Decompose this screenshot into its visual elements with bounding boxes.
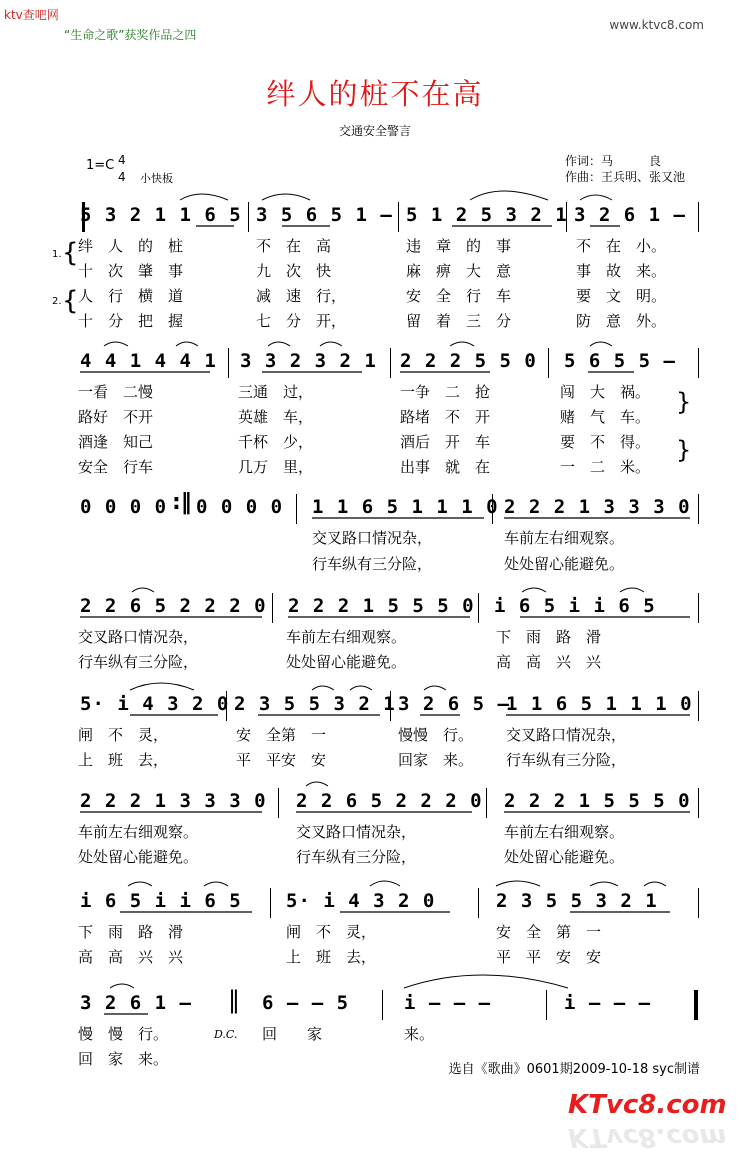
measure-8-1: 3 2 6 1 –	[80, 992, 192, 1014]
barline	[698, 348, 699, 378]
lyric: 行车纵有三分险，	[506, 751, 627, 769]
lyric: 回 家	[262, 1025, 323, 1043]
lyric: 交叉路口情况杂，	[506, 726, 627, 744]
site-name-left: ktv查吧网	[4, 8, 59, 22]
lyric: 交叉路口情况杂，	[78, 628, 199, 646]
measure-3-3: 1 1 6 5 1 1 1 0	[312, 496, 499, 518]
measure-8-3: i – – –	[404, 992, 492, 1014]
site-url[interactable]: www.ktvc8.com	[609, 18, 704, 32]
lyric: 一 二 米。	[560, 458, 651, 476]
slur	[268, 342, 290, 346]
slur	[176, 342, 198, 346]
lyric: 回家 来。	[398, 751, 474, 769]
slur	[370, 881, 400, 886]
measure-3-1: 0 0 0 0	[80, 496, 168, 518]
lyric: 安 全 行 车	[406, 287, 512, 305]
slur	[104, 342, 128, 346]
measure-6-3: 2 2 2 1 5 5 5 0	[504, 790, 691, 812]
lyric: 闯 大 祸。	[560, 383, 651, 401]
slur	[620, 588, 644, 592]
lyric: 事 故 来。	[576, 262, 667, 280]
barline	[296, 494, 297, 524]
slur	[404, 975, 568, 988]
slur	[262, 194, 310, 200]
slur	[128, 882, 152, 886]
lyric: 来。	[404, 1025, 435, 1043]
barline	[390, 348, 391, 378]
slur	[306, 782, 328, 786]
lyric: 处处留心能避免。	[504, 848, 625, 866]
lyric: 九 次 快	[256, 262, 332, 280]
measure-4-2: 2 2 2 1 5 5 5 0	[288, 595, 475, 617]
lyric: 路好 不开	[78, 408, 154, 426]
slur	[580, 195, 612, 200]
meter-top: 4	[118, 153, 126, 167]
lyric: 行车纵有三分险，	[78, 653, 199, 671]
source-credit: 选自《歌曲》0601期2009-10-18 syc制谱	[448, 1062, 700, 1077]
lyric: 七 分 开，	[256, 312, 347, 330]
lyric: 下 雨 路 滑	[496, 628, 602, 646]
measure-1-4: 3 2 6 1 –	[574, 204, 686, 226]
slur	[522, 588, 546, 592]
lyric: 高 高 兴 兴	[496, 653, 602, 671]
lyric: 交叉路口情况杂，	[312, 529, 433, 547]
slur	[424, 686, 446, 690]
key-signature: 1=C	[86, 158, 115, 173]
double-barline: ‖	[228, 986, 240, 1014]
lyric: 违 章 的 事	[406, 237, 512, 255]
lyric: 一看 二慢	[78, 383, 154, 401]
barline	[698, 494, 699, 524]
barline	[698, 691, 699, 721]
measure-2-4: 5 6 5 5 –	[564, 350, 676, 372]
measure-2-3: 2 2 2 5 5 0	[400, 350, 537, 372]
lyric: 处处留心能避免。	[78, 848, 199, 866]
time-signature	[118, 152, 126, 186]
award-subtitle: “生命之歌”获奖作品之四	[64, 28, 197, 42]
lyric: 不 在 小。	[576, 237, 667, 255]
measure-3-4: 2 2 2 1 3 3 3 0	[504, 496, 691, 518]
barline	[226, 691, 227, 721]
lyric: 车前左右细观察。	[78, 823, 199, 841]
repeat-sign: :‖	[172, 490, 192, 515]
lyric: 回 家 来。	[78, 1050, 169, 1068]
slur	[644, 882, 666, 886]
lyric: 一争 二 抢	[400, 383, 491, 401]
barline	[398, 202, 399, 232]
verse-brace-right-1: }	[676, 388, 692, 416]
lyric: 麻 痹 大 意	[406, 262, 512, 280]
verse-brace-right-2: }	[676, 436, 692, 464]
lyric: 英雄 车，	[238, 408, 314, 426]
lyric: 上 班 去，	[286, 948, 377, 966]
lyric: 防 意 外。	[576, 312, 667, 330]
lyric: 酒逢 知己	[78, 433, 154, 451]
lyric: 留 着 三 分	[406, 312, 512, 330]
lyric: 赌 气 车。	[560, 408, 651, 426]
measure-4-3: i 6 5 i i 6 5	[494, 595, 656, 617]
lyric: 安 全 第 一	[496, 923, 602, 941]
barline	[486, 788, 487, 818]
barline	[272, 593, 273, 623]
lyric: 高 高 兴 兴	[78, 948, 184, 966]
measure-2-2: 3 3 2 3 2 1	[240, 350, 377, 372]
slur	[350, 686, 372, 690]
verse-label-1: 1.	[52, 249, 62, 260]
barline	[698, 202, 699, 232]
site-logo: KTvc8.com	[568, 1090, 727, 1120]
barline	[478, 593, 479, 623]
slur	[320, 342, 342, 346]
measure-6-1: 2 2 2 1 3 3 3 0	[80, 790, 267, 812]
barline	[278, 788, 279, 818]
measure-5-3: 3 2 6 5 –	[398, 693, 510, 715]
barline	[698, 888, 699, 918]
barline	[548, 348, 549, 378]
lyric: 闸 不 灵，	[286, 923, 377, 941]
measure-8-2: 6 – – 5	[262, 992, 350, 1014]
barline	[478, 888, 479, 918]
slur	[180, 194, 228, 200]
barline	[698, 788, 699, 818]
lyric: 处处留心能避免。	[504, 555, 625, 573]
composer: 作曲：王兵明、张又池	[565, 170, 686, 184]
lyric: 要 文 明。	[576, 287, 667, 305]
measure-3-2: 0 0 0 0	[196, 496, 284, 518]
slur	[132, 588, 154, 592]
lyric: 要 不 得。	[560, 433, 651, 451]
lyric: 路堵 不 开	[400, 408, 491, 426]
lyric: 几万 里，	[238, 458, 314, 476]
slur	[496, 881, 540, 886]
measure-1-2: 3 5 6 5 1 –	[256, 204, 393, 226]
meter-bottom: 4	[118, 170, 126, 184]
barline	[248, 202, 249, 232]
lyric: 出事 就 在	[400, 458, 491, 476]
lyric: 安全 行车	[78, 458, 154, 476]
tempo-marking: 小快板	[140, 172, 173, 185]
measure-7-3: 2 3 5 5 3 2 1	[496, 890, 658, 912]
song-theme: 交通安全警言	[338, 124, 411, 138]
slur	[110, 984, 134, 988]
lyric: 十 分 把 握	[78, 312, 184, 330]
lyric: 人 行 横 道	[78, 287, 184, 305]
measure-1-3: 5 1 2 5 3 2 1	[406, 204, 568, 226]
lyric: 十 次 肇 事	[78, 262, 184, 280]
slur	[130, 683, 194, 690]
barline	[698, 593, 699, 623]
lyric: 三通 过，	[238, 383, 314, 401]
site-logo-reflection: KTvc8.com	[568, 1122, 727, 1152]
barline	[228, 348, 229, 378]
lyric: 千杯 少，	[238, 433, 314, 451]
measure-2-1: 4 4 1 4 4 1	[80, 350, 217, 372]
slur	[204, 882, 228, 886]
lyric: 绊 人 的 桩	[78, 237, 184, 255]
verse-brace-1: {	[62, 238, 79, 268]
measure-5-2: 2 3 5 5 3 2 1	[234, 693, 396, 715]
barline	[82, 202, 85, 232]
verse-label-2: 2.	[52, 296, 62, 307]
slur	[590, 882, 618, 886]
barline	[270, 888, 271, 918]
measure-5-4: 1 1 6 5 1 1 1 0	[506, 693, 693, 715]
credits	[565, 153, 685, 185]
measure-4-1: 2 2 6 5 2 2 2 0	[80, 595, 267, 617]
dc-marking: D.C.	[214, 1028, 238, 1041]
slur	[312, 686, 334, 690]
barline	[492, 494, 493, 524]
lyric: 交叉路口情况杂，	[296, 823, 417, 841]
lyric: 下 雨 路 滑	[78, 923, 184, 941]
measure-7-1: i 6 5 i i 6 5	[80, 890, 242, 912]
lyric: 不 在 高	[256, 237, 332, 255]
barline	[566, 202, 567, 232]
lyric: 车前左右细观察。	[504, 529, 625, 547]
lyric: 车前左右细观察。	[504, 823, 625, 841]
lyric: 平 平 安 安	[496, 948, 602, 966]
measure-5-1: 5· i 4 3 2 0	[80, 693, 230, 715]
slur	[450, 342, 474, 346]
measure-6-2: 2 2 6 5 2 2 2 0	[296, 790, 483, 812]
lyric: 闸 不 灵，	[78, 726, 169, 744]
lyric: 车前左右细观察。	[286, 628, 407, 646]
lyric: 上 班 去，	[78, 751, 169, 769]
measure-1-1: 5 3 2 1 1 6 5	[80, 204, 242, 226]
lyric: 慢 慢 行。	[78, 1025, 169, 1043]
final-barline	[694, 990, 698, 1020]
song-title: 绊人的桩不在高	[266, 77, 484, 111]
verse-brace-2: {	[62, 286, 79, 316]
lyric: 酒后 开 车	[400, 433, 491, 451]
lyric: 安 全第 一	[236, 726, 327, 744]
barline	[546, 990, 547, 1020]
lyricist: 作词：马 良	[565, 154, 662, 168]
lyric: 行车纵有三分险，	[312, 555, 433, 573]
measure-7-2: 5· i 4 3 2 0	[286, 890, 436, 912]
barline	[382, 990, 383, 1020]
slur	[590, 342, 612, 346]
barline	[390, 691, 391, 721]
lyric: 行车纵有三分险，	[296, 848, 417, 866]
lyric: 处处留心能避免。	[286, 653, 407, 671]
measure-8-4: i – – –	[564, 992, 652, 1014]
slur	[470, 191, 548, 200]
lyric: 减 速 行，	[256, 287, 347, 305]
lyric: 平 平安 安	[236, 751, 327, 769]
lyric: 慢慢 行。	[398, 726, 474, 744]
